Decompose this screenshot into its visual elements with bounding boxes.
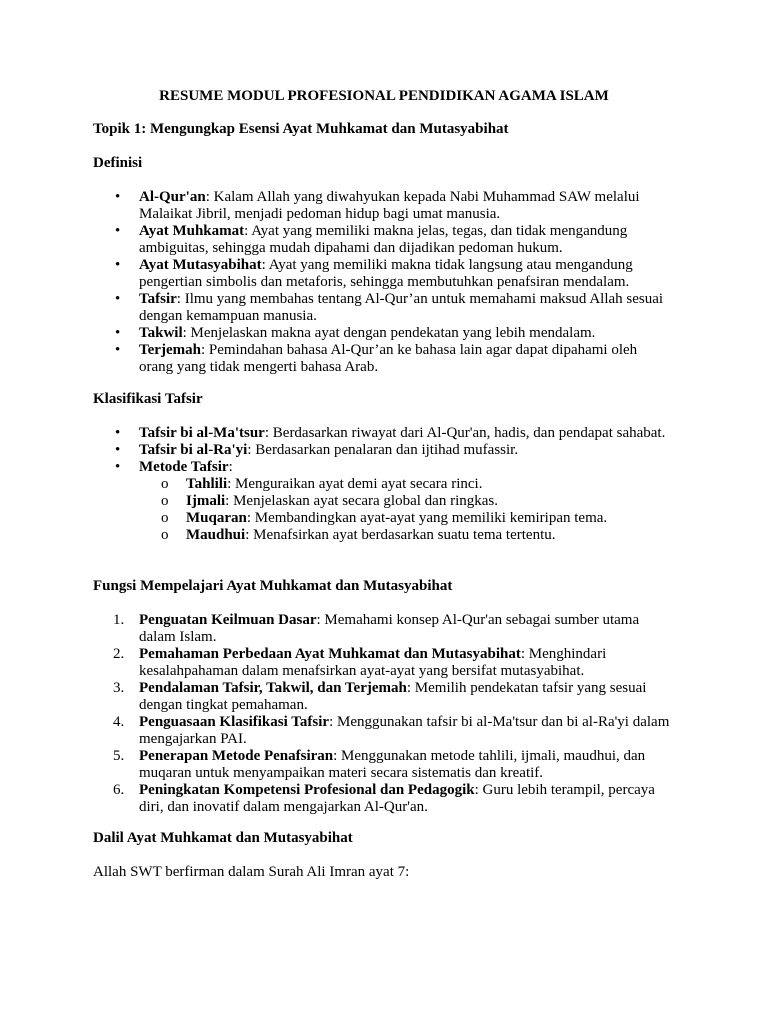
sub-list-item xyxy=(93,527,673,544)
sub-bullet-marker: o xyxy=(161,510,169,526)
bullet-marker: • xyxy=(115,325,121,341)
definition: : Berdasarkan riwayat dari Al-Qur'an, hadis, dan pendapat sahabat. xyxy=(264,425,666,441)
list-item xyxy=(93,291,673,325)
term: Maudhui xyxy=(186,527,246,543)
term: Tafsir bi al-Ra'yi xyxy=(139,442,248,458)
list-item xyxy=(93,442,673,459)
dalil-paragraph: Allah SWT berfirman dalam Surah Ali Imran ayat 7: xyxy=(93,864,410,880)
term: Peningkatan Kompetensi Profesional dan Pedagogik xyxy=(139,782,475,798)
list-item xyxy=(93,223,673,257)
bullet-marker: • xyxy=(115,223,121,239)
bullet-marker: • xyxy=(115,442,121,458)
fungsi-heading: Fungsi Mempelajari Ayat Muhkamat dan Mutasyabihat xyxy=(93,578,453,594)
sub-bullet-marker: o xyxy=(161,527,169,543)
definisi-heading: Definisi xyxy=(93,155,143,171)
number-marker: 2. xyxy=(113,646,125,662)
definition: : Guru lebih terampil, percaya diri, dan inovatif dalam mengajarkan Al-Qur'an. xyxy=(139,782,655,815)
list-item xyxy=(93,342,673,376)
definition: : Menafsirkan ayat berdasarkan suatu tema tertentu. xyxy=(245,527,556,543)
definition: : Menguraikan ayat demi ayat secara rinci. xyxy=(227,476,483,492)
bullet-marker: • xyxy=(115,291,121,307)
klasifikasi-heading: Klasifikasi Tafsir xyxy=(93,391,203,407)
term: Terjemah xyxy=(139,342,201,358)
definition: : Menggunakan metode tahlili, ijmali, maudhui, dan muqaran untuk menyampaikan materi secara sistematis dan kreatif. xyxy=(139,748,646,781)
number-marker: 5. xyxy=(113,748,125,764)
list-item xyxy=(93,714,673,748)
definition: : Menjelaskan makna ayat dengan pendekatan yang lebih mendalam. xyxy=(182,325,596,341)
term: Tahlili xyxy=(186,476,228,492)
list-item xyxy=(93,782,673,816)
list-item xyxy=(93,459,673,476)
list-item xyxy=(93,325,673,342)
bullet-marker: • xyxy=(115,342,121,358)
sub-bullet-marker: o xyxy=(161,493,169,509)
definisi-list xyxy=(93,189,673,376)
list-item xyxy=(93,425,673,442)
topic-heading: Topik 1: Mengungkap Esensi Ayat Muhkamat dan Mutasyabihat xyxy=(93,121,509,137)
sub-list-item xyxy=(93,493,673,510)
definition: : Memahami konsep Al-Qur'an sebagai sumber utama dalam Islam. xyxy=(139,612,640,645)
fungsi-list xyxy=(93,612,673,816)
definition: : Ayat yang memiliki makna tidak langsung atau mengandung pengertian simbolis dan metaforis, sehingga membutuhkan penafsiran mendalam. xyxy=(139,257,633,290)
document-title: RESUME MODUL PROFESIONAL PENDIDIKAN AGAMA ISLAM xyxy=(159,88,609,104)
term: Ijmali xyxy=(186,493,226,509)
definition: : Kalam Allah yang diwahyukan kepada Nabi Muhammad SAW melalui Malaikat Jibril, menjadi pedoman hidup bagi umat manusia. xyxy=(139,189,640,222)
list-item xyxy=(93,189,673,223)
definition: : Memilih pendekatan tafsir yang sesuai dengan tingkat pemahaman. xyxy=(139,680,647,713)
term: Penguasaan Klasifikasi Tafsir xyxy=(139,714,330,730)
list-item xyxy=(93,612,673,646)
term: Pemahaman Perbedaan Ayat Muhkamat dan Mutasyabihat xyxy=(139,646,521,662)
list-item xyxy=(93,748,673,782)
list-item xyxy=(93,680,673,714)
term: Tafsir xyxy=(139,291,177,307)
number-marker: 6. xyxy=(113,782,125,798)
definition: : Ilmu yang membahas tentang Al-Qur’an untuk memahami maksud Allah sesuai dengan kemampuan manusia. xyxy=(139,291,664,324)
list-item xyxy=(93,646,673,680)
definition: : Ayat yang memiliki makna jelas, tegas, dan tidak mengandung ambiguitas, sehingga mudah dipahami dan dijadikan pedoman hukum. xyxy=(139,223,628,256)
term: Ayat Muhkamat xyxy=(139,223,245,239)
definition: : Menjelaskan ayat secara global dan ringkas. xyxy=(225,493,498,509)
sub-bullet-marker: o xyxy=(161,476,169,492)
term: Takwil xyxy=(139,325,183,341)
number-marker: 1. xyxy=(113,612,125,628)
term: Tafsir bi al-Ma'tsur xyxy=(139,425,265,441)
bullet-marker: • xyxy=(115,459,121,475)
definition: : xyxy=(228,459,233,475)
sub-list-item xyxy=(93,510,673,527)
term: Muqaran xyxy=(186,510,247,526)
term: Pendalaman Tafsir, Takwil, dan Terjemah xyxy=(139,680,407,696)
number-marker: 4. xyxy=(113,714,125,730)
definition: : Berdasarkan penalaran dan ijtihad mufassir. xyxy=(247,442,519,458)
bullet-marker: • xyxy=(115,189,121,205)
term: Penguatan Keilmuan Dasar xyxy=(139,612,317,628)
dalil-heading: Dalil Ayat Muhkamat dan Mutasyabihat xyxy=(93,830,353,846)
list-item xyxy=(93,257,673,291)
definition: : Pemindahan bahasa Al-Qur’an ke bahasa lain agar dapat dipahami oleh orang yang tidak mengerti bahasa Arab. xyxy=(139,342,638,375)
term: Al-Qur'an xyxy=(139,189,206,205)
number-marker: 3. xyxy=(113,680,125,696)
definition: : Menghindari kesalahpahaman dalam menafsirkan ayat-ayat yang bersifat mutasyabihat. xyxy=(139,646,607,679)
term: Metode Tafsir xyxy=(139,459,229,475)
term: Ayat Mutasyabihat xyxy=(139,257,262,273)
definition: : Menggunakan tafsir bi al-Ma'tsur dan bi al-Ra'yi dalam mengajarkan PAI. xyxy=(139,714,670,747)
term: Penerapan Metode Penafsiran xyxy=(139,748,334,764)
klasifikasi-list xyxy=(93,425,673,544)
sub-list-item xyxy=(93,476,673,493)
bullet-marker: • xyxy=(115,257,121,273)
definition: : Membandingkan ayat-ayat yang memiliki kemiripan tema. xyxy=(246,510,608,526)
bullet-marker: • xyxy=(115,425,121,441)
